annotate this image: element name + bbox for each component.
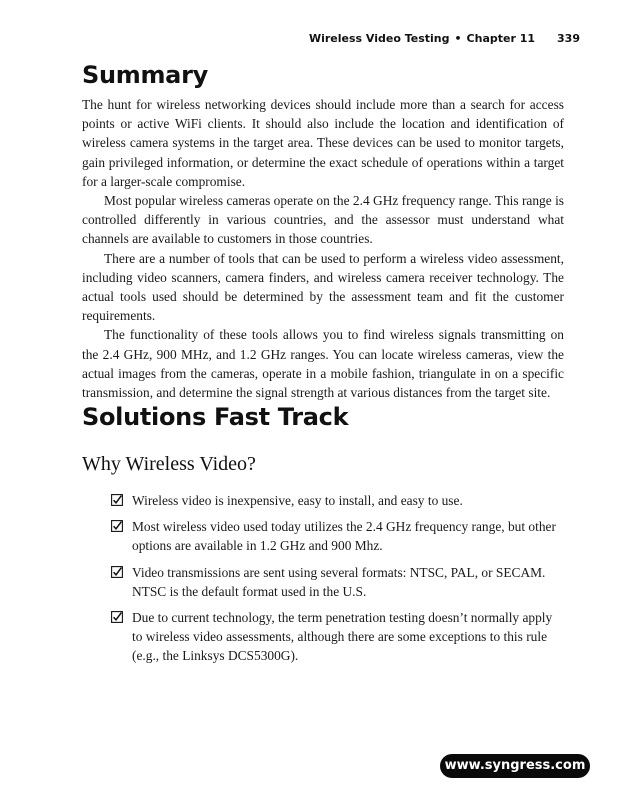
- checklist-item: [82, 491, 562, 510]
- summary-body: [82, 95, 564, 402]
- checklist-item: [82, 517, 562, 555]
- checklist-item-text: Due to current technology, the term penetration testing doesn’t normally apply to wireless video assessments, although there are some exceptions to this rule (e.g., the Linksys DCS5300G).: [132, 610, 553, 664]
- running-head: [309, 32, 580, 45]
- page-number: 339: [557, 32, 580, 45]
- summary-heading: Summary: [82, 61, 208, 89]
- summary-paragraph: The hunt for wireless networking devices should include more than a search for access points or active WiFi clients. It should also include the location and identification of wireless camera systems in the target area. These devices can be used to monitor targets, gain privileged information, or determine the exact schedule of operations within a target for a larger-scale compromise.: [82, 97, 564, 189]
- checklist-item-text: Wireless video is inexpensive, easy to install, and easy to use.: [132, 493, 463, 508]
- solutions-fast-track-heading: Solutions Fast Track: [82, 403, 349, 431]
- checklist-item-text: Video transmissions are sent using several formats: NTSC, PAL, or SECAM. NTSC is the default format used in the U.S.: [132, 564, 546, 599]
- running-head-title: Wireless Video Testing: [308, 32, 450, 45]
- checkbox-icon: [111, 611, 123, 623]
- checkbox-icon: [111, 520, 123, 532]
- footer-url-badge: www.syngress.com: [440, 754, 590, 778]
- fast-track-checklist: [82, 491, 562, 673]
- summary-paragraph: There are a number of tools that can be used to perform a wireless video assessment, including video scanners, camera finders, and wireless camera receiver technology. The actual tools used should be determined by the assessment team and fit the customer requirements.: [82, 250, 564, 324]
- running-head-chapter: Chapter 11: [466, 32, 536, 45]
- why-wireless-video-subheading: Why Wireless Video?: [82, 453, 256, 475]
- summary-paragraph: The functionality of these tools allows you to find wireless signals transmitting on the 2.4 GHz, 900 MHz, and 1.2 GHz ranges. You can locate wireless cameras, view the actual images from the cameras, operate in a mobile fashion, triangulate in on a specific transmission, and determine the signal strength at various distances from the target site.: [82, 327, 564, 401]
- running-head-bullet: •: [454, 32, 462, 45]
- checkbox-icon: [111, 494, 123, 506]
- checklist-item: [82, 563, 562, 601]
- summary-paragraph: Most popular wireless cameras operate on the 2.4 GHz frequency range. This range is controlled differently in various countries, and the assessor must understand what channels are available to customers in those countries.: [82, 193, 564, 247]
- checkbox-icon: [111, 566, 123, 578]
- checklist-item-text: Most wireless video used today utilizes the 2.4 GHz frequency range, but other options are available in 1.2 GHz and 900 Mhz.: [132, 519, 556, 554]
- checklist-item: [82, 608, 562, 666]
